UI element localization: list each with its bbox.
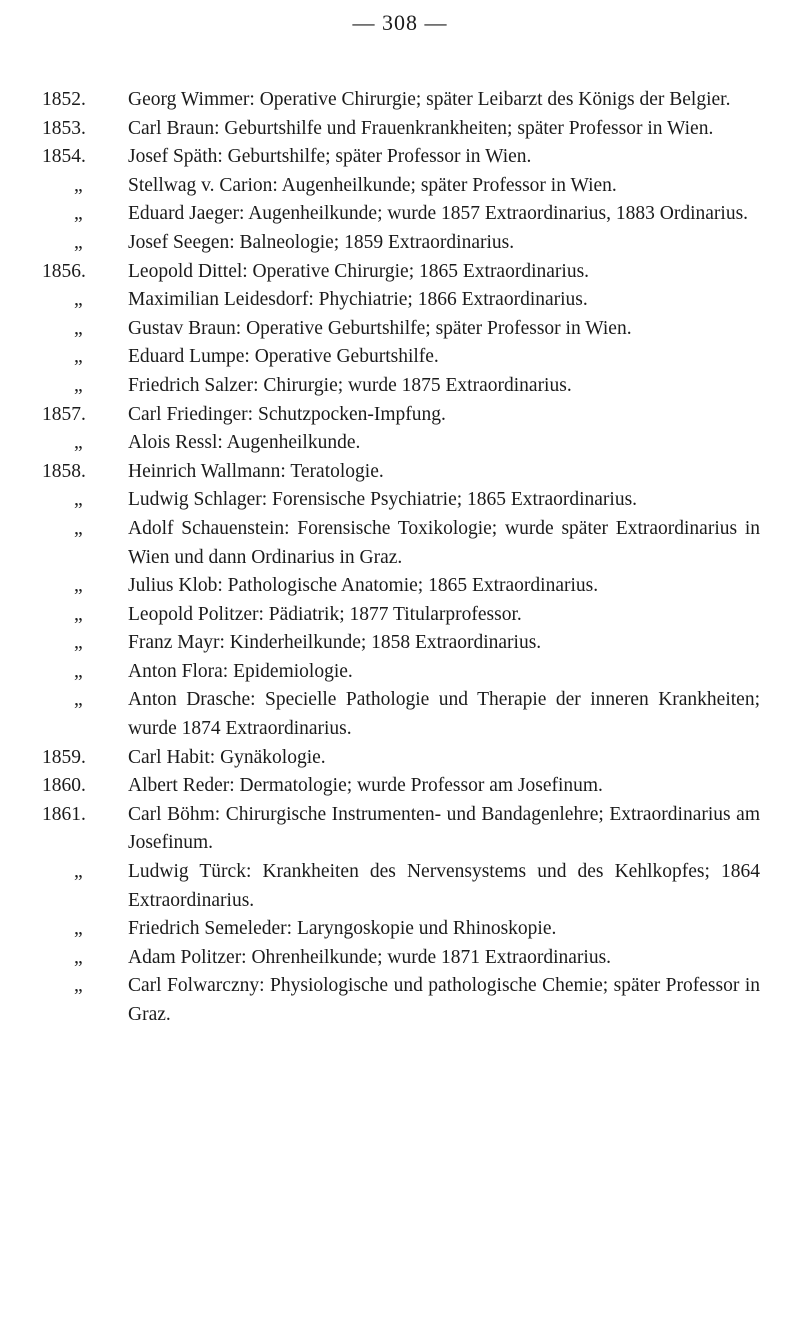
entry-text: Georg Wimmer: Operative Chirurgie; später Leibarzt des Königs der Belgier. — [128, 89, 731, 110]
ditto-mark: „ — [74, 432, 83, 454]
ditto-mark: „ — [74, 918, 83, 940]
ditto-mark: „ — [74, 289, 83, 311]
list-item — [42, 343, 760, 372]
ditto-mark: „ — [74, 660, 83, 682]
list-item — [42, 229, 760, 258]
entry-text: Carl Braun: Geburtshilfe und Frauenkrankheiten; später Professor in Wien. — [128, 117, 714, 139]
entry-year: 1853. — [42, 117, 86, 139]
entry-text: Eduard Jaeger: Augenheilkunde; wurde 1857 Extraordinarius, 1883 Ordinarius. — [128, 203, 749, 225]
entry-year: 1859. — [42, 746, 86, 768]
list-item — [42, 486, 760, 515]
ditto-mark: „ — [74, 346, 83, 368]
ditto-mark: „ — [74, 174, 83, 196]
ditto-mark: „ — [74, 632, 83, 654]
list-item — [42, 915, 760, 944]
list-item — [42, 772, 760, 801]
ditto-mark: „ — [74, 861, 83, 883]
entry-text: Alois Ressl: Augenheilkunde. — [128, 432, 361, 454]
entry-text: Franz Mayr: Kinderheilkunde; 1858 Extraordinarius. — [128, 632, 542, 654]
ditto-mark: „ — [74, 203, 83, 225]
entry-text: Friedrich Semeleder: Laryngoskopie und Rhinoskopie. — [128, 918, 557, 940]
list-item — [42, 372, 760, 401]
entry-text: Adolf Schauenstein: Forensische Toxikologie; wurde später Extraordinarius in Wien und dann Ordinarius in Graz. — [128, 517, 760, 568]
list-item — [42, 744, 760, 773]
entry-year: 1858. — [42, 460, 86, 482]
ditto-mark: „ — [74, 517, 83, 539]
entry-text: Gustav Braun: Operative Geburtshilfe; später Professor in Wien. — [128, 317, 632, 339]
ditto-mark: „ — [74, 603, 83, 625]
entry-text: Friedrich Salzer: Chirurgie; wurde 1875 Extraordinarius. — [128, 374, 572, 396]
list-item — [42, 801, 760, 858]
entry-text: Julius Klob: Pathologische Anatomie; 1865 Extraordinarius. — [128, 575, 599, 597]
entry-text: Ludwig Türck: Krankheiten des Nervensystems und des Kehlkopfes; 1864 Extraordinarius. — [128, 861, 760, 911]
entry-year: 1856. — [42, 260, 86, 282]
entry-year: 1854. — [42, 146, 86, 168]
entry-text: Maximilian Leidesdorf: Phychiatrie; 1866 Extraordinarius. — [128, 289, 588, 311]
entry-text: Josef Seegen: Balneologie; 1859 Extraordinarius. — [128, 231, 515, 253]
ditto-mark: „ — [74, 946, 83, 968]
entry-year: 1861. — [42, 803, 86, 825]
list-item — [42, 429, 760, 458]
list-item — [42, 858, 760, 915]
entry-text: Eduard Lumpe: Operative Geburtshilfe. — [128, 346, 439, 368]
entry-text: Ludwig Schlager: Forensische Psychiatrie; 1865 Extraordinarius. — [128, 489, 638, 511]
ditto-mark: „ — [74, 575, 83, 597]
ditto-mark: „ — [74, 231, 83, 253]
list-item — [42, 258, 760, 287]
entry-text: Leopold Dittel: Operative Chirurgie; 1865 Extraordinarius. — [128, 260, 590, 282]
entry-list — [42, 86, 760, 1030]
list-item — [42, 686, 760, 743]
list-item — [42, 172, 760, 201]
ditto-mark: „ — [74, 975, 83, 997]
ditto-mark: „ — [74, 317, 83, 339]
entry-text: Leopold Politzer: Pädiatrik; 1877 Titularprofessor. — [128, 603, 522, 625]
list-item — [42, 972, 760, 1029]
list-item — [42, 86, 760, 115]
list-item — [42, 458, 760, 487]
list-item — [42, 200, 760, 229]
entry-year: 1857. — [42, 403, 86, 425]
entry-text: Anton Flora: Epidemiologie. — [128, 660, 353, 682]
entry-year: 1852. — [42, 89, 86, 110]
list-item — [42, 601, 760, 630]
entry-text: Albert Reder: Dermatologie; wurde Professor am Josefinum. — [128, 775, 603, 797]
entry-text: Carl Böhm: Chirurgische Instrumenten- und Bandagenlehre; Extraordinarius am Josefinum. — [128, 803, 760, 854]
list-item — [42, 401, 760, 430]
entry-text: Adam Politzer: Ohrenheilkunde; wurde 1871 Extraordinarius. — [128, 946, 612, 968]
ditto-mark: „ — [74, 689, 83, 711]
entry-text: Heinrich Wallmann: Teratologie. — [128, 460, 384, 482]
entry-year: 1860. — [42, 775, 86, 797]
list-item — [42, 515, 760, 572]
page-number: — 308 — — [352, 10, 448, 35]
entry-text: Stellwag v. Carion: Augenheilkunde; später Professor in Wien. — [128, 174, 617, 196]
entry-text: Anton Drasche: Specielle Pathologie und Therapie der inneren Krankheiten; wurde 1874 Extraordinarius. — [128, 689, 760, 740]
list-item — [42, 944, 760, 973]
list-item — [42, 286, 760, 315]
list-item — [42, 315, 760, 344]
entry-text: Carl Folwarczny: Physiologische und pathologische Chemie; später Professor in Graz. — [128, 975, 760, 1025]
list-item — [42, 143, 760, 172]
ditto-mark: „ — [74, 374, 83, 396]
list-item — [42, 629, 760, 658]
ditto-mark: „ — [74, 489, 83, 511]
list-item — [42, 658, 760, 687]
entry-text: Carl Habit: Gynäkologie. — [128, 746, 326, 768]
entry-text: Josef Späth: Geburtshilfe; später Professor in Wien. — [128, 146, 532, 168]
entry-text: Carl Friedinger: Schutzpocken-Impfung. — [128, 403, 446, 425]
list-item — [42, 572, 760, 601]
list-item — [42, 115, 760, 144]
